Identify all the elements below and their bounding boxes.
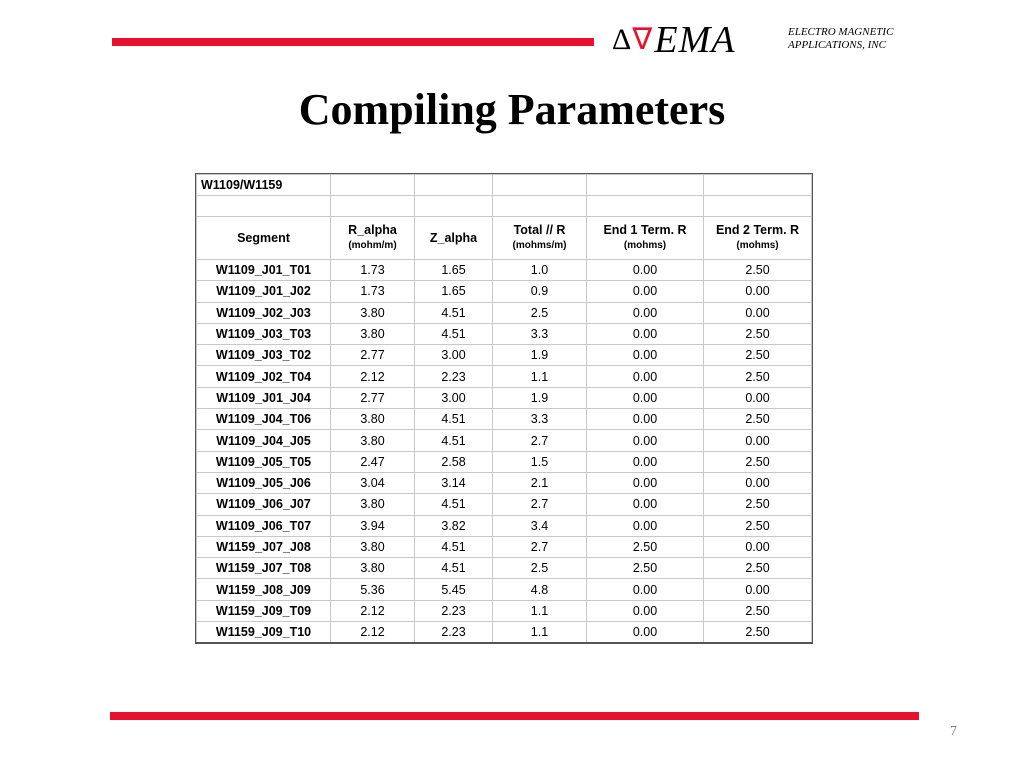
- table-row: [197, 260, 812, 281]
- value-cell: 0.00: [587, 409, 704, 430]
- company-logo: [612, 14, 735, 66]
- value-cell: 1.65: [415, 260, 493, 281]
- value-cell: 0.9: [493, 281, 587, 302]
- segment-cell: W1109_J01_J02: [197, 281, 331, 302]
- segment-cell: W1109_J03_T03: [197, 323, 331, 344]
- value-cell: 0.00: [704, 472, 812, 493]
- value-cell: 1.0: [493, 260, 587, 281]
- table-row: [197, 536, 812, 557]
- segment-cell: W1159_J09_T10: [197, 622, 331, 643]
- table-row: [197, 387, 812, 408]
- value-cell: 0.00: [704, 430, 812, 451]
- value-cell: 1.5: [493, 451, 587, 472]
- value-cell: 2.23: [415, 622, 493, 643]
- column-header-label: Total // R: [513, 223, 566, 237]
- column-header: [493, 217, 587, 260]
- value-cell: 2.77: [331, 345, 415, 366]
- segment-cell: W1109_J04_J05: [197, 430, 331, 451]
- empty-cell: [331, 196, 415, 217]
- value-cell: 4.51: [415, 302, 493, 323]
- table-row: [197, 472, 812, 493]
- company-name-line1: ELECTRO MAGNETIC: [788, 26, 894, 38]
- value-cell: 1.9: [493, 387, 587, 408]
- column-header: [415, 217, 493, 260]
- segment-cell: W1159_J08_J09: [197, 579, 331, 600]
- value-cell: 3.82: [415, 515, 493, 536]
- value-cell: 2.50: [704, 323, 812, 344]
- column-header: [197, 217, 331, 260]
- value-cell: 2.50: [704, 494, 812, 515]
- empty-cell: [587, 175, 704, 196]
- value-cell: 0.00: [704, 579, 812, 600]
- table-row: [197, 345, 812, 366]
- value-cell: 4.51: [415, 558, 493, 579]
- value-cell: 0.00: [587, 281, 704, 302]
- value-cell: 2.58: [415, 451, 493, 472]
- table-row: [197, 409, 812, 430]
- table-row: [197, 622, 812, 643]
- value-cell: 3.80: [331, 558, 415, 579]
- column-header-unit: (mohms): [736, 240, 779, 251]
- segment-cell: W1109_J02_T04: [197, 366, 331, 387]
- segment-cell: W1109_J06_J07: [197, 494, 331, 515]
- value-cell: 2.50: [704, 409, 812, 430]
- column-header-unit: (mohm/m): [348, 240, 397, 251]
- segment-cell: W1109_J04_T06: [197, 409, 331, 430]
- header-row: [197, 217, 812, 260]
- value-cell: 2.47: [331, 451, 415, 472]
- column-header-label: End 2 Term. R: [715, 223, 800, 237]
- value-cell: 2.50: [704, 515, 812, 536]
- table-row: [197, 558, 812, 579]
- empty-cell: [331, 175, 415, 196]
- column-header: [587, 217, 704, 260]
- value-cell: 4.51: [415, 494, 493, 515]
- value-cell: 4.51: [415, 536, 493, 557]
- segment-cell: W1109_J03_T02: [197, 345, 331, 366]
- value-cell: 2.1: [493, 472, 587, 493]
- value-cell: 1.73: [331, 281, 415, 302]
- column-header-unit: (mohms): [623, 240, 667, 251]
- value-cell: 5.45: [415, 579, 493, 600]
- empty-cell: [415, 196, 493, 217]
- empty-cell: [197, 196, 331, 217]
- column-header: [704, 217, 812, 260]
- file-label-row: [197, 175, 812, 196]
- value-cell: 2.77: [331, 387, 415, 408]
- value-cell: 3.14: [415, 472, 493, 493]
- value-cell: 2.23: [415, 366, 493, 387]
- table-row: [197, 366, 812, 387]
- value-cell: 2.7: [493, 430, 587, 451]
- value-cell: 2.50: [704, 600, 812, 621]
- value-cell: 3.80: [331, 536, 415, 557]
- table-row: [197, 600, 812, 621]
- value-cell: 2.5: [493, 558, 587, 579]
- table-row: [197, 430, 812, 451]
- value-cell: 3.80: [331, 409, 415, 430]
- value-cell: 4.51: [415, 323, 493, 344]
- value-cell: 2.50: [704, 345, 812, 366]
- value-cell: 4.8: [493, 579, 587, 600]
- segment-cell: W1109_J05_T05: [197, 451, 331, 472]
- table-row: [197, 302, 812, 323]
- table-row: [197, 323, 812, 344]
- column-header-label: Z_alpha: [429, 231, 478, 245]
- value-cell: 0.00: [587, 302, 704, 323]
- empty-cell: [493, 196, 587, 217]
- segment-cell: W1109_J05_J06: [197, 472, 331, 493]
- value-cell: 0.00: [587, 260, 704, 281]
- value-cell: 2.50: [704, 366, 812, 387]
- segment-cell: W1159_J07_J08: [197, 536, 331, 557]
- value-cell: 1.9: [493, 345, 587, 366]
- empty-cell: [704, 175, 812, 196]
- table-row: [197, 451, 812, 472]
- value-cell: 2.50: [587, 558, 704, 579]
- table-row: [197, 281, 812, 302]
- value-cell: 1.1: [493, 622, 587, 643]
- segment-cell: W1109_J01_T01: [197, 260, 331, 281]
- value-cell: 0.00: [704, 302, 812, 323]
- value-cell: 1.73: [331, 260, 415, 281]
- value-cell: 4.51: [415, 430, 493, 451]
- value-cell: 2.7: [493, 536, 587, 557]
- value-cell: 0.00: [587, 387, 704, 408]
- company-name: [788, 26, 893, 52]
- value-cell: 0.00: [587, 579, 704, 600]
- segment-cell: W1159_J07_T08: [197, 558, 331, 579]
- value-cell: 3.04: [331, 472, 415, 493]
- nabla-icon: ∇: [632, 23, 653, 56]
- value-cell: 4.51: [415, 409, 493, 430]
- value-cell: 2.7: [493, 494, 587, 515]
- value-cell: 3.94: [331, 515, 415, 536]
- value-cell: 3.3: [493, 409, 587, 430]
- value-cell: 3.4: [493, 515, 587, 536]
- empty-cell: [415, 175, 493, 196]
- company-name-line2: APPLICATIONS, INC: [788, 39, 886, 51]
- value-cell: 2.50: [704, 622, 812, 643]
- value-cell: 0.00: [704, 281, 812, 302]
- column-header: [331, 217, 415, 260]
- delta-icon: Δ: [612, 23, 632, 56]
- value-cell: 2.23: [415, 600, 493, 621]
- parameters-table: [196, 174, 812, 643]
- value-cell: 0.00: [587, 323, 704, 344]
- value-cell: 0.00: [587, 472, 704, 493]
- bottom-accent-bar: [110, 712, 919, 720]
- column-header-label: End 1 Term. R: [603, 223, 687, 237]
- value-cell: 0.00: [587, 430, 704, 451]
- value-cell: 0.00: [587, 451, 704, 472]
- value-cell: 2.50: [587, 536, 704, 557]
- value-cell: 0.00: [587, 515, 704, 536]
- value-cell: 3.80: [331, 494, 415, 515]
- value-cell: 3.80: [331, 323, 415, 344]
- top-accent-bar: [112, 38, 594, 46]
- blank-row: [197, 196, 812, 217]
- value-cell: 1.65: [415, 281, 493, 302]
- slide-title: Compiling Parameters: [298, 85, 726, 134]
- logo-text: EMA: [654, 19, 736, 61]
- table-row: [197, 515, 812, 536]
- value-cell: 2.50: [704, 451, 812, 472]
- page-number: 7: [950, 724, 957, 739]
- value-cell: 0.00: [587, 494, 704, 515]
- value-cell: 0.00: [587, 600, 704, 621]
- value-cell: 0.00: [704, 536, 812, 557]
- value-cell: 2.50: [704, 558, 812, 579]
- segment-cell: W1159_J09_T09: [197, 600, 331, 621]
- segment-cell: W1109_J02_J03: [197, 302, 331, 323]
- value-cell: 1.1: [493, 600, 587, 621]
- value-cell: 0.00: [587, 622, 704, 643]
- value-cell: 5.36: [331, 579, 415, 600]
- column-header-unit: (mohms/m): [512, 240, 567, 251]
- value-cell: 3.80: [331, 302, 415, 323]
- segment-cell: W1109_J01_J04: [197, 387, 331, 408]
- column-header-label: R_alpha: [348, 223, 397, 237]
- value-cell: 3.80: [331, 430, 415, 451]
- value-cell: 3.3: [493, 323, 587, 344]
- value-cell: 0.00: [704, 387, 812, 408]
- table-row: [197, 579, 812, 600]
- empty-cell: [587, 196, 704, 217]
- value-cell: 2.12: [331, 366, 415, 387]
- table-row: [197, 494, 812, 515]
- column-header-label: Segment: [237, 231, 290, 245]
- value-cell: 0.00: [587, 366, 704, 387]
- empty-cell: [493, 175, 587, 196]
- segment-cell: W1109_J06_T07: [197, 515, 331, 536]
- value-cell: 3.00: [415, 345, 493, 366]
- value-cell: 2.12: [331, 600, 415, 621]
- value-cell: 2.12: [331, 622, 415, 643]
- value-cell: 2.50: [704, 260, 812, 281]
- value-cell: 2.5: [493, 302, 587, 323]
- empty-cell: [704, 196, 812, 217]
- value-cell: 0.00: [587, 345, 704, 366]
- file-label-cell: W1109/W1159: [197, 175, 331, 196]
- value-cell: 1.1: [493, 366, 587, 387]
- value-cell: 3.00: [415, 387, 493, 408]
